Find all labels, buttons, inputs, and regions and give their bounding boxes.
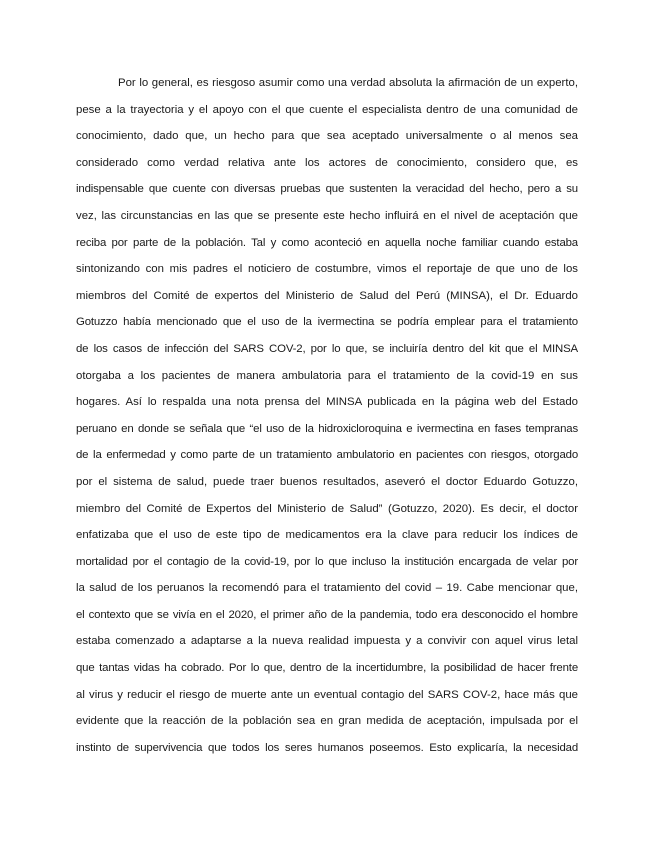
paragraph-line: de la enfermedad y como parte de un tratamiento ambulatorio en pacientes con riesgos, otorgado [76,449,578,462]
paragraph-line: Gotuzzo había mencionado que el uso de la ivermectina se podría emplear para el tratamiento [76,316,578,329]
paragraph-line: otorgaba a los pacientes de manera ambulatoria para el tratamiento de la covid-19 en sus [76,369,578,382]
paragraph-line: enfatizaba que el uso de este tipo de medicamentos era la clave para reducir los índices de [76,529,578,542]
paragraph-line: hogares. Así lo respalda una nota prensa del MINSA publicada en la página web del Estado [76,396,578,409]
paragraph-line: miembros del Comité de expertos del Ministerio de Salud del Perú (MINSA), el Dr. Eduardo [76,289,578,302]
paragraph-line: al virus y reducir el riesgo de muerte ante un eventual contagio del SARS COV-2, hace más que [76,688,578,701]
paragraph-line: miembro del Comité de Expertos del Ministerio de Salud” (Gotuzzo, 2020). Es decir, el doctor [76,502,578,515]
paragraph-line: por el sistema de salud, puede traer buenos resultados, aseveró el doctor Eduardo Gotuzzo, [76,475,578,488]
paragraph-line: conocimiento, dado que, un hecho para que sea aceptado universalmente o al menos sea [76,130,578,143]
paragraph-line: sintonizando con mis padres el noticiero de costumbre, vimos el reportaje de que uno de los [76,263,578,276]
paragraph-line: de los casos de infección del SARS COV-2, por lo que, se incluiría dentro del kit que el MINSA [76,342,578,355]
paragraph-line: peruano en donde se señala que “el uso de la hidroxicloroquina e ivermectina en fases tempranas [76,422,578,435]
paragraph-line: estaba comenzado a adaptarse a la nueva realidad impuesta y a convivir con aquel virus letal [76,635,578,648]
paragraph-line: evidente que la reacción de la población sea en gran medida de aceptación, impulsada por el [76,715,578,728]
paragraph-line: el contexto que se vivía en el 2020, el primer año de la pandemia, todo era desconocido el hombre [76,608,578,621]
paragraph-line: reciba por parte de la población. Tal y como aconteció en aquella noche familiar cuando estaba [76,236,578,249]
body-paragraph [76,70,578,761]
paragraph-line: mortalidad por el contagio de la covid-19, por lo que incluso la institución encargada de velar por [76,555,578,568]
paragraph-line: instinto de supervivencia que todos los seres humanos poseemos. Esto explicaría, la necesidad [76,741,578,754]
paragraph-line: la salud de los peruanos la recomendó para el tratamiento del covid – 19. Cabe mencionar que, [76,582,578,595]
paragraph-line: Por lo general, es riesgoso asumir como una verdad absoluta la afirmación de un experto, [118,77,578,89]
paragraph-line: vez, las circunstancias en las que se presente este hecho influirá en el nivel de aceptación que [76,209,578,222]
paragraph-line: pese a la trayectoria y el apoyo con el que cuente el especialista dentro de una comunidad de [76,103,578,116]
paragraph-line: indispensable que cuente con diversas pruebas que sustenten la veracidad del hecho, pero a su [76,183,578,196]
paragraph-line: considerado como verdad relativa ante los actores de conocimiento, considero que, es [76,156,578,169]
paragraph-line: que tantas vidas ha cobrado. Por lo que, dentro de la incertidumbre, la posibilidad de hacer frente [76,662,578,675]
